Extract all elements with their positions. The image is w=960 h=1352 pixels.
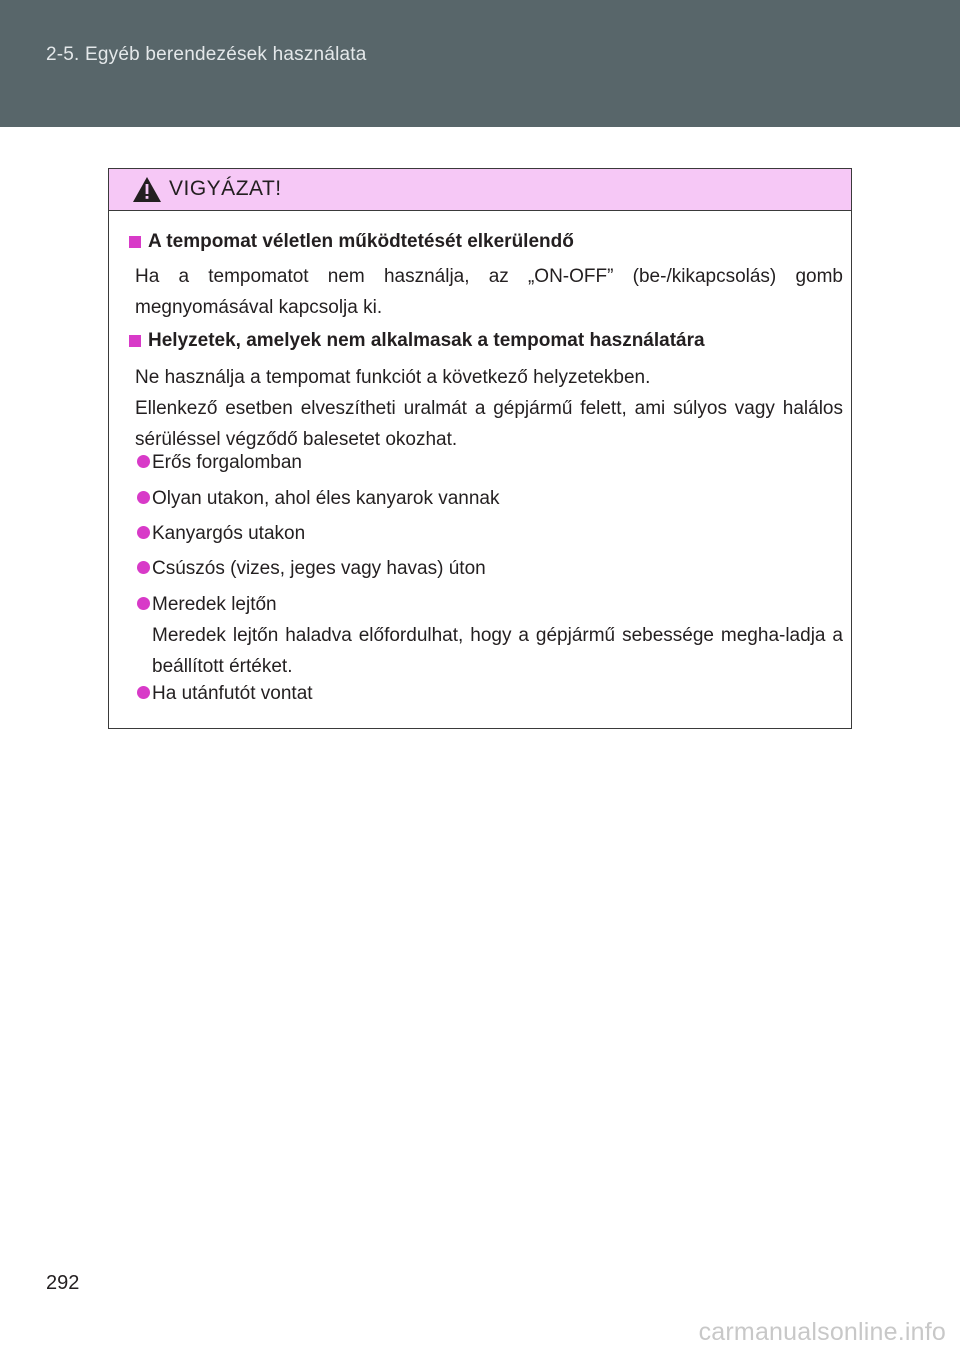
paragraph-line: Ne használja a tempomat funkciót a következő helyzetekben.: [135, 367, 651, 388]
caution-label: VIGYÁZAT!: [169, 177, 282, 200]
round-bullet-icon: [137, 491, 150, 504]
list-item-text: Ha utánfutót vontat: [152, 683, 313, 704]
round-bullet-icon: [137, 526, 150, 539]
section-title: 2-5. Egyéb berendezések használata: [46, 44, 367, 65]
paragraph-line: Ellenkező esetben elveszítheti uralmát a gépjármű felett, ami súlyos vagy halálos sérüléssel végződő balesetet okozhat.: [135, 398, 843, 450]
heading-text: Helyzetek, amelyek nem alkalmasak a tempomat használatára: [148, 330, 705, 351]
paragraph-accidental-use: Ha a tempomatot nem használja, az „ON-OFF” (be-/kikapcsolás) gomb megnyomásával kapcsolja ki.: [135, 266, 843, 318]
list-item-text: Kanyargós utakon: [152, 523, 306, 544]
list-item: [137, 553, 843, 584]
warning-triangle-icon: [132, 176, 162, 203]
list-item-text: Meredek lejtőn: [152, 594, 277, 615]
list-item-text: Olyan utakon, ahol éles kanyarok vannak: [152, 488, 500, 509]
watermark: carmanualsonline.info: [698, 1318, 946, 1346]
section-heading-unsuitable-situations: [129, 330, 705, 352]
list-item: [137, 589, 843, 682]
list-item-text: Erős forgalomban: [152, 452, 302, 473]
page-number: 292: [46, 1272, 80, 1294]
list-item: [137, 518, 843, 549]
round-bullet-icon: [137, 455, 150, 468]
list-item-text: Csúszós (vizes, jeges vagy havas) úton: [152, 558, 486, 579]
section-heading-accidental-use: [129, 231, 574, 253]
paragraph-intro: [135, 362, 843, 455]
list-item: [137, 483, 843, 514]
square-bullet-icon: [129, 236, 141, 248]
heading-text: A tempomat véletlen működtetését elkerülendő: [148, 231, 574, 252]
round-bullet-icon: [137, 686, 150, 699]
list-item-note: Meredek lejtőn haladva előfordulhat, hogy a gépjármű sebessége megha-ladja a beállított értéket.: [152, 625, 843, 677]
list-item: [137, 678, 843, 709]
round-bullet-icon: [137, 561, 150, 574]
page-header: [0, 0, 960, 127]
caution-box: [108, 168, 852, 729]
round-bullet-icon: [137, 597, 150, 610]
list-item: [137, 447, 843, 478]
square-bullet-icon: [129, 335, 141, 347]
caution-header: [109, 169, 851, 211]
